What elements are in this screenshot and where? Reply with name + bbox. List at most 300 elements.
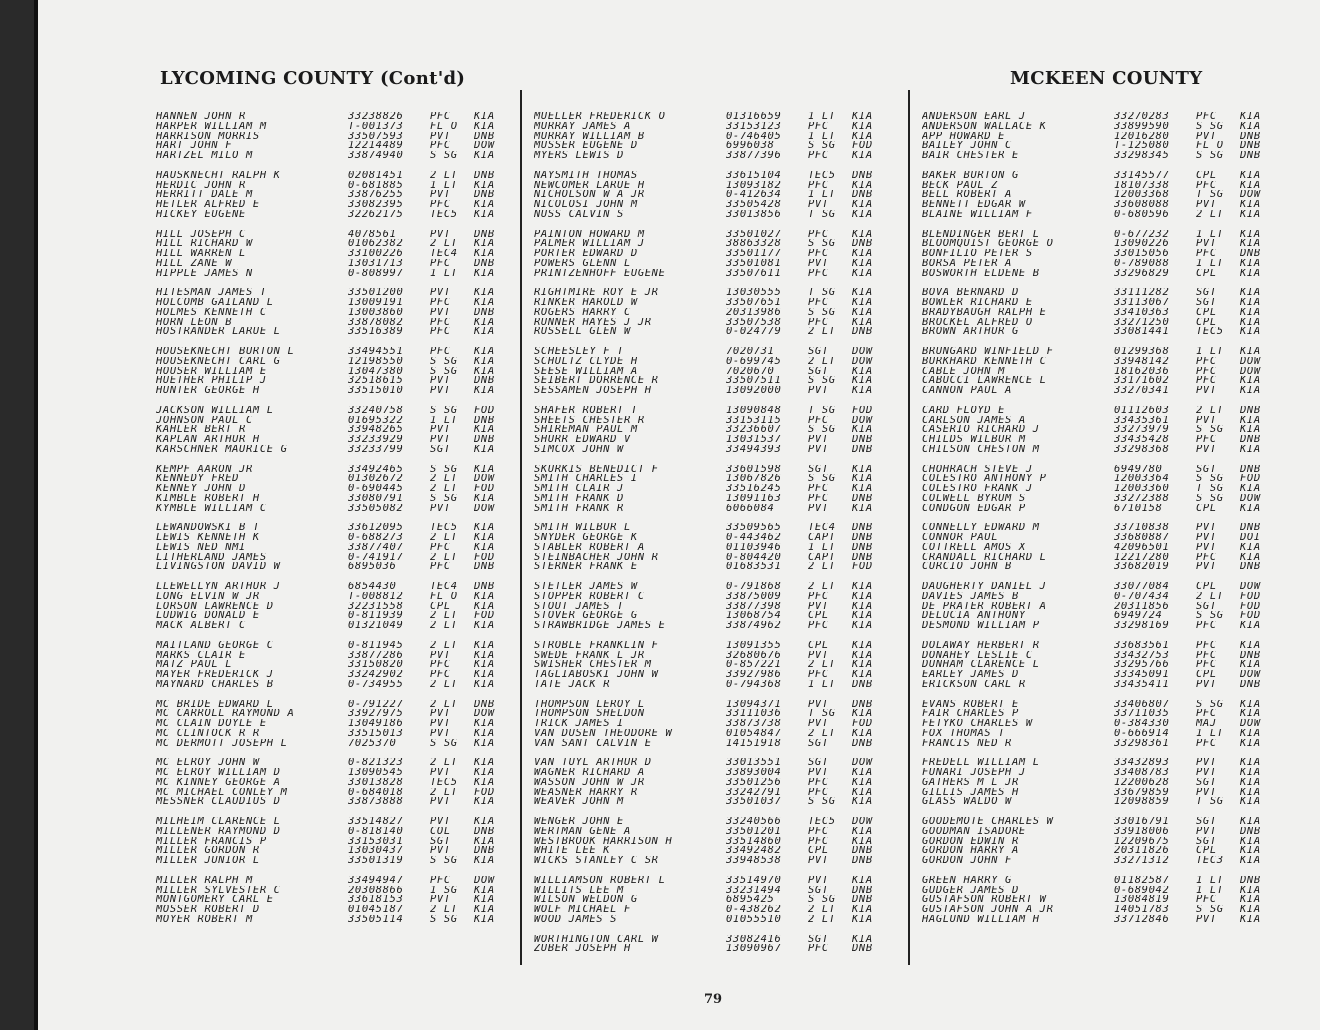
rank: PFC (430, 141, 451, 151)
roster-row (534, 543, 904, 553)
serial-number: 0-024779 (726, 327, 782, 337)
serial-number: 01103946 (726, 542, 782, 553)
serial-number: 33876255 (348, 190, 404, 200)
status: KIA (1240, 552, 1261, 563)
status: KIA (474, 640, 495, 651)
casualty-name: MILLENER RAYMOND D (156, 826, 281, 837)
casualty-name: KIMBLE ROBERT H (156, 493, 260, 504)
serial-number: 0-688273 (348, 533, 404, 543)
casualty-name: HOUSEKNECHT BURTON L (156, 347, 295, 357)
roster-group (534, 406, 904, 455)
rank: 2 LT (430, 640, 458, 651)
casualty-name: GORDON HARRY A (922, 846, 1019, 856)
rank: PVT (808, 856, 829, 866)
status: DNB (474, 190, 495, 200)
status: KIA (852, 131, 873, 142)
roster-row (534, 660, 904, 670)
status: KIA (852, 709, 873, 719)
roster-group (534, 465, 904, 514)
roster-row (534, 700, 904, 710)
casualty-name: HART JOHN F (156, 141, 233, 151)
serial-number: 13031537 (726, 435, 782, 445)
serial-number: 33874940 (348, 151, 404, 161)
status: KIA (852, 768, 873, 778)
roster-row (156, 700, 516, 710)
serial-number: 33082416 (726, 934, 782, 945)
casualty-name: JACKSON WILLIAM L (156, 405, 274, 416)
serial-number: 33242902 (348, 670, 404, 680)
status: KIA (1240, 640, 1261, 651)
status: FOD (474, 405, 495, 416)
rank: PVT (808, 200, 829, 210)
casualty-name: FREDELL WILLIAM L (922, 758, 1040, 768)
status: KIA (474, 650, 495, 661)
rank: 2 LT (1196, 405, 1224, 416)
roster-row (534, 935, 904, 945)
casualty-name: MC BRIDE EDWARD L (156, 699, 274, 710)
status: KIA (474, 288, 495, 298)
roster-row (156, 181, 516, 191)
serial-number: 13092000 (726, 386, 782, 396)
serial-number: 33150820 (348, 660, 404, 670)
casualty-name: STETLER JAMES W (534, 582, 638, 592)
casualty-name: KENNEDY FRED (156, 474, 240, 484)
serial-number: 33507593 (348, 131, 404, 142)
status: KIA (474, 327, 495, 337)
rank: PFC (808, 826, 829, 837)
roster-row (534, 709, 904, 719)
serial-number: 33507611 (726, 268, 782, 279)
casualty-name: SHEETS CHESTER R (534, 415, 645, 426)
serial-number: 33494393 (726, 444, 782, 455)
serial-number: 33345091 (1114, 670, 1170, 680)
status: FOD (852, 405, 873, 416)
casualty-name: HARRISON MORRIS (156, 131, 260, 142)
rank: SGT (430, 444, 451, 455)
serial-number: 33435411 (1114, 679, 1170, 690)
casualty-name: DOLAWAY HERBERT R (922, 640, 1040, 651)
rank: T SG (808, 209, 836, 220)
roster-row (534, 641, 904, 651)
roster-row (922, 592, 1282, 602)
casualty-name: WERTMAN GENE A (534, 826, 631, 837)
roster-row (922, 719, 1282, 729)
status: KIA (474, 856, 495, 866)
status: KIA (1240, 660, 1261, 670)
casualty-name: TAGLIABOSKI JOHN W (534, 670, 659, 680)
casualty-name: STOPPER ROBERT C (534, 591, 645, 602)
rank: PVT (1196, 415, 1217, 426)
casualty-name: SMITH FRANK R (534, 503, 624, 514)
status: KIA (1240, 777, 1261, 788)
rank: S SG (808, 425, 836, 435)
rank: PVT (1196, 826, 1217, 837)
status: KIA (852, 317, 873, 328)
casualty-name: NUSS CALVIN S (534, 209, 624, 220)
serial-number: 13090545 (348, 768, 404, 778)
roster-row (922, 837, 1282, 847)
status: KIA (1240, 905, 1261, 915)
roster-row (922, 797, 1282, 807)
status: KIA (474, 298, 495, 308)
serial-number: 13090226 (1114, 239, 1170, 249)
roster-group (922, 171, 1282, 220)
roster-row (534, 288, 904, 298)
casualty-name: KYMBLE WILLIAM C (156, 503, 267, 514)
roster-row (922, 543, 1282, 553)
serial-number: 01045187 (348, 905, 404, 915)
status: KIA (852, 484, 873, 494)
roster-row (534, 465, 904, 475)
serial-number: 33240566 (726, 817, 782, 827)
status: DNB (474, 582, 495, 592)
roster-row (534, 915, 904, 925)
roster-row (156, 318, 516, 328)
rank: CAPT (808, 552, 836, 563)
casualty-name: HILL WARREN L (156, 249, 246, 259)
rank: PFC (808, 787, 829, 798)
roster-row (534, 230, 904, 240)
serial-number: 0-438262 (726, 905, 782, 915)
casualty-name: SCHULTZ CLYDE H (534, 356, 638, 367)
serial-number: 33514970 (726, 875, 782, 886)
serial-number: 13093182 (726, 180, 782, 191)
roster-row (534, 141, 904, 151)
roster-row (156, 523, 516, 533)
status: KIA (852, 914, 873, 925)
serial-number: 7020670 (726, 366, 775, 377)
casualty-name: SKURKIS BENEDICT F (534, 464, 659, 475)
roster-row (922, 758, 1282, 768)
casualty-name: DUNHAM CLARENCE L (922, 660, 1040, 670)
status: KIA (852, 464, 873, 475)
rank: PFC (808, 670, 829, 680)
serial-number: 33501200 (348, 288, 404, 298)
casualty-name: BURKHARD KENNETH C (922, 356, 1047, 367)
serial-number: 33515010 (348, 386, 404, 396)
rank: PVT (1196, 386, 1217, 396)
roster-row (156, 288, 516, 298)
casualty-name: HILL JOSEPH C (156, 229, 246, 240)
rank: 1 LT (430, 415, 458, 426)
serial-number: 13030437 (348, 846, 404, 856)
status: KIA (852, 298, 873, 308)
status: KIA (1240, 895, 1261, 905)
casualty-name: MYERS LEWIS D (534, 151, 624, 161)
serial-number: 33679859 (1114, 787, 1170, 798)
status: KIA (852, 601, 873, 612)
status: KIA (852, 209, 873, 220)
rank: PFC (1196, 640, 1217, 651)
rank: PFC (430, 298, 451, 308)
casualty-name: FAIR CHARLES P (922, 709, 1019, 719)
serial-number: 33270341 (1114, 386, 1170, 396)
roster-row (156, 376, 516, 386)
roster-column-3 (922, 112, 1282, 935)
casualty-name: LORSON LAWRENCE D (156, 601, 274, 612)
roster-row (534, 886, 904, 896)
rank: COL (430, 826, 451, 837)
status: KIA (1240, 386, 1261, 396)
serial-number: 32518615 (348, 376, 404, 386)
status: KIA (1240, 444, 1261, 455)
casualty-name: SIMCOX JOHN W (534, 444, 624, 455)
serial-number: 0-677232 (1114, 229, 1170, 240)
status: KIA (852, 386, 873, 396)
status: KIA (852, 258, 873, 269)
status: KIA (852, 582, 873, 592)
status: FOD (852, 562, 873, 572)
serial-number: 33236607 (726, 425, 782, 435)
roster-row (922, 602, 1282, 612)
serial-number: 33298345 (1114, 151, 1170, 161)
rank: CAPT (808, 533, 836, 543)
roster-group (534, 817, 904, 866)
roster-group (534, 288, 904, 337)
rank: SGT (1196, 464, 1217, 475)
roster-row (156, 886, 516, 896)
casualty-name: CANNON PAUL A (922, 386, 1012, 396)
status: FOD (852, 719, 873, 729)
casualty-name: TRICK JAMES I (534, 719, 624, 729)
casualty-name: ANDERSON EARL J (922, 112, 1026, 122)
roster-row (534, 406, 904, 416)
rank: PVT (1196, 787, 1217, 798)
serial-number: 6895425 (726, 895, 775, 905)
roster-row (922, 445, 1282, 455)
status: KIA (1240, 699, 1261, 710)
casualty-name: MURRAY WILLIAM B (534, 131, 645, 142)
rank: T SG (808, 288, 836, 298)
casualty-name: MILLER RALPH M (156, 875, 253, 886)
serial-number: 33100226 (348, 249, 404, 259)
roster-row (156, 249, 516, 259)
status: DNB (852, 435, 873, 445)
rank: 2 LT (430, 533, 458, 543)
serial-number: 01695322 (348, 415, 404, 426)
status: KIA (1240, 817, 1261, 827)
roster-row (156, 739, 516, 749)
serial-number: 33948142 (1114, 356, 1170, 367)
roster-row (922, 827, 1282, 837)
rank: 2 LT (808, 356, 836, 367)
rank: TEC5 (430, 777, 458, 788)
casualty-name: FUNARI JOSEPH J (922, 768, 1026, 778)
roster-row (922, 357, 1282, 367)
casualty-name: DESMOND WILLIAM P (922, 621, 1040, 631)
rank: PVT (430, 190, 451, 200)
rank: S SG (808, 895, 836, 905)
serial-number: 0-789088 (1114, 258, 1170, 269)
status: DOW (474, 875, 495, 886)
serial-number: 33270283 (1114, 112, 1170, 122)
casualty-name: MATZ PAUL L (156, 660, 233, 670)
rank: PFC (808, 229, 829, 240)
rank: PFC (1196, 356, 1217, 367)
rank: PFC (430, 670, 451, 680)
roster-row (156, 386, 516, 396)
roster-row (534, 259, 904, 269)
roster-row (922, 298, 1282, 308)
status: FOD (1240, 611, 1261, 621)
casualty-name: VAN TUYL ARTHUR D (534, 758, 652, 768)
serial-number: 12098859 (1114, 797, 1170, 807)
casualty-name: HORN LEON B (156, 317, 233, 328)
rank: PVT (430, 846, 451, 856)
roster-group (156, 171, 516, 220)
rank: CPL (1196, 170, 1217, 181)
roster-group (156, 347, 516, 396)
serial-number: 33501037 (726, 797, 782, 807)
status: KIA (474, 493, 495, 504)
roster-row (156, 308, 516, 318)
serial-number: 01055510 (726, 914, 782, 925)
casualty-name: TATE JACK R (534, 679, 611, 690)
roster-row (922, 171, 1282, 181)
casualty-name: SMITH FRANK D (534, 493, 624, 504)
casualty-name: KAPLAN ARTHUR H (156, 435, 260, 445)
roster-row (156, 915, 516, 925)
roster-group (534, 523, 904, 572)
roster-row (156, 758, 516, 768)
serial-number: 0-412634 (726, 190, 782, 200)
roster-row (534, 171, 904, 181)
serial-number: 0-821323 (348, 758, 404, 768)
serial-number: 33711035 (1114, 709, 1170, 719)
serial-number: 33231494 (726, 885, 782, 896)
roster-row (922, 523, 1282, 533)
casualty-name: STABLER ROBERT A (534, 542, 645, 553)
serial-number: 33271312 (1114, 856, 1170, 866)
status: KIA (1240, 885, 1261, 896)
rank: 2 LT (430, 905, 458, 915)
rank: PVT (430, 895, 451, 905)
casualty-name: SHAFER ROBERT T (534, 405, 638, 416)
serial-number: 0-804420 (726, 552, 782, 563)
roster-row (534, 719, 904, 729)
casualty-name: DONAHEY LESLIE C (922, 650, 1033, 661)
status: DNB (1240, 249, 1261, 259)
status: KIA (852, 670, 873, 680)
status: DOW (852, 415, 873, 426)
roster-row (534, 778, 904, 788)
serial-number: 0-684018 (348, 787, 404, 798)
casualty-name: CONNELLY EDWARD M (922, 523, 1040, 533)
serial-number: 33153123 (726, 121, 782, 132)
status: DNB (474, 435, 495, 445)
rank: SGT (808, 738, 829, 749)
rank: S SG (808, 141, 836, 151)
rank: PVT (430, 386, 451, 396)
roster-row (534, 298, 904, 308)
status: DNB (852, 846, 873, 856)
casualty-name: APP HOWARD E (922, 131, 1006, 142)
rank: PFC (430, 317, 451, 328)
status: KIA (1240, 229, 1261, 240)
status: DNB (852, 239, 873, 249)
rank: PFC (430, 112, 451, 122)
status: KIA (852, 503, 873, 514)
casualty-name: MC CLINTOCK R R (156, 728, 260, 739)
rank: 1 LT (430, 180, 458, 191)
roster-group (922, 347, 1282, 396)
status: KIA (474, 523, 495, 533)
rank: S SG (1196, 121, 1224, 132)
status: KIA (852, 591, 873, 602)
roster-row (922, 151, 1282, 161)
serial-number: 33153115 (726, 415, 782, 426)
rank: CPL (1196, 317, 1217, 328)
roster-row (156, 504, 516, 514)
rank: PVT (808, 386, 829, 396)
status: DNB (474, 562, 495, 572)
status: DOW (852, 356, 873, 367)
casualty-name: MC ELROY JOHN W (156, 758, 260, 768)
status: KIA (1240, 709, 1261, 719)
rank: PFC (808, 317, 829, 328)
roster-row (534, 484, 904, 494)
casualty-name: MC KINNEY GEORGE A (156, 777, 281, 788)
serial-number: 0-857221 (726, 660, 782, 670)
casualty-name: HOUSEKNECHT CARL G (156, 356, 281, 367)
roster-row (534, 944, 904, 954)
rank: 2 LT (808, 327, 836, 337)
roster-row (534, 817, 904, 827)
serial-number: 33514860 (726, 836, 782, 847)
status: KIA (474, 679, 495, 690)
casualty-name: WESTBROOK HARRISON H (534, 836, 673, 847)
rank: CPL (430, 601, 451, 612)
roster-group (922, 465, 1282, 514)
serial-number: 33492482 (726, 846, 782, 856)
roster-row (534, 670, 904, 680)
serial-number: 01062382 (348, 239, 404, 249)
serial-number: 33273979 (1114, 425, 1170, 435)
casualty-name: VAN SANT CALVIN E (534, 738, 652, 749)
roster-column-2 (534, 112, 904, 964)
rank: 2 LT (430, 621, 458, 631)
status: DNB (852, 444, 873, 455)
casualty-name: CASERIO RICHARD J (922, 425, 1040, 435)
casualty-name: THOMPSON LEROY L (534, 699, 645, 710)
roster-row (534, 553, 904, 563)
rank: PFC (808, 836, 829, 847)
roster-row (922, 876, 1282, 886)
roster-row (534, 308, 904, 318)
roster-group (534, 171, 904, 220)
roster-row (156, 190, 516, 200)
status: KIA (474, 347, 495, 357)
casualty-name: CHOHRACH STEVE J (922, 464, 1033, 475)
serial-number: 01054847 (726, 728, 782, 739)
casualty-name: SMITH WILBUR L (534, 523, 631, 533)
serial-number: 20311856 (1114, 601, 1170, 612)
serial-number: 0-707434 (1114, 591, 1170, 602)
roster-row (922, 709, 1282, 719)
casualty-name: MILLER JUNIOR L (156, 856, 260, 866)
serial-number: 33918006 (1114, 826, 1170, 837)
rank: 2 LT (430, 239, 458, 249)
casualty-name: RIGHTMIRE ROY E JR (534, 288, 659, 298)
roster-group (156, 876, 516, 925)
serial-number: 18162036 (1114, 366, 1170, 377)
status: KIA (474, 356, 495, 367)
roster-row (156, 895, 516, 905)
casualty-name: MOSSER ROBERT D (156, 905, 260, 915)
roster-row (922, 239, 1282, 249)
rank: PVT (1196, 679, 1217, 690)
serial-number: 42096501 (1114, 542, 1170, 553)
